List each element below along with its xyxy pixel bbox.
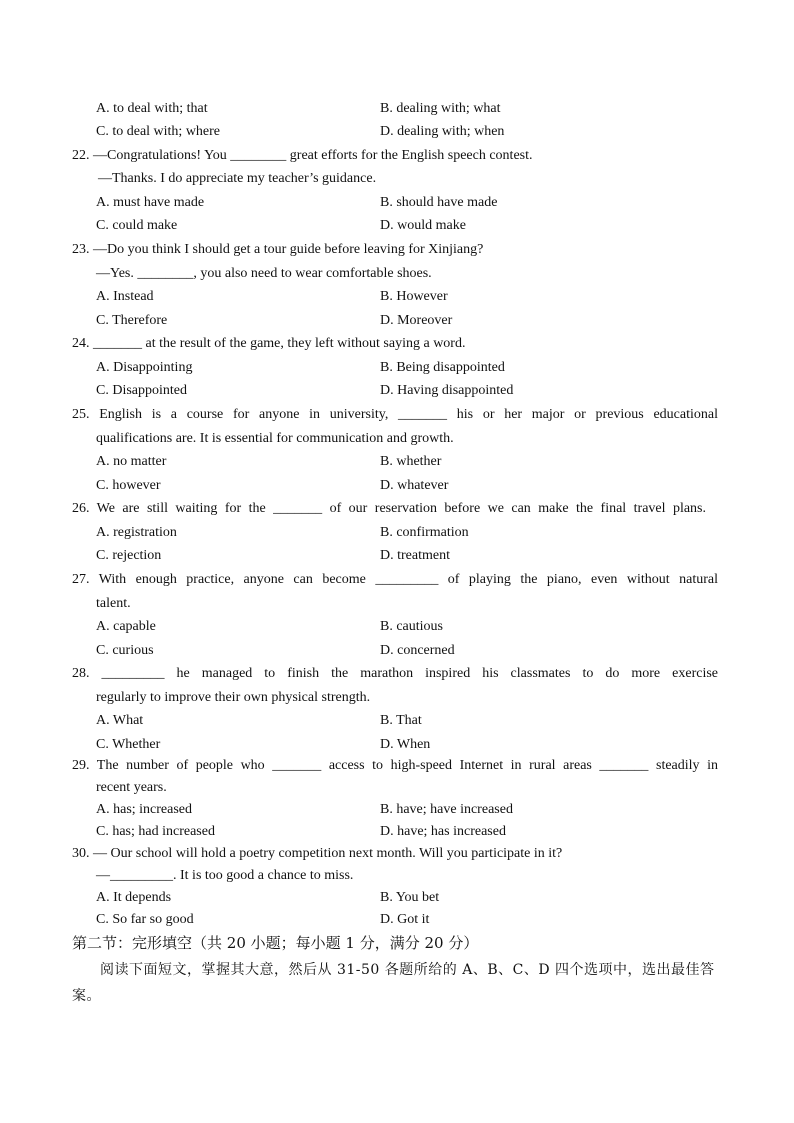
q30-option-b: B. You bet [380, 890, 440, 905]
q24-option-c: C. Disappointed [96, 383, 187, 398]
q22-option-a: A. must have made [96, 195, 205, 210]
q30-option-c: C. So far so good [96, 912, 194, 927]
q25-option-b: B. whether [380, 454, 442, 469]
q28-option-c: C. Whether [96, 737, 161, 752]
q28-option-a: A. What [96, 713, 144, 728]
q27-stem: 27. With enough practice, anyone can become _________ of playing the piano, even without natural [72, 572, 718, 587]
q30-option-d: D. Got it [380, 912, 430, 927]
q25-stem: 25. English is a course for anyone in university, _______ his or her major or previous educational [72, 407, 718, 422]
q24-option-d: D. Having disappointed [380, 383, 514, 398]
q29-option-a: A. has; increased [96, 802, 193, 817]
q23-stem: 23. —Do you think I should get a tour guide before leaving for Xinjiang? [72, 242, 484, 257]
q26-stem: 26. We are still waiting for the _______ of our reservation before we can make the final travel plans. [72, 501, 706, 516]
section-2-instruction: 阅读下面短文，掌握其大意，然后从 31-50 各题所给的 A、B、C、D 四个选项中，选出最佳答案。 [72, 962, 715, 1004]
q28-option-b: B. That [380, 713, 422, 728]
q30-stem: 30. — Our school will hold a poetry competition next month. Will you participate in it? [72, 846, 563, 861]
q27-option-a: A. capable [96, 619, 156, 634]
q26-option-b: B. confirmation [380, 525, 469, 540]
q29-option-c: C. has; had increased [96, 824, 215, 839]
q25-stem-cont: qualifications are. It is essential for communication and growth. [96, 431, 454, 446]
q27-option-b: B. cautious [380, 619, 443, 634]
q21-option-b: B. dealing with; what [380, 101, 501, 116]
q22-stem: 22. —Congratulations! You ________ great efforts for the English speech contest. [72, 148, 533, 163]
q27-option-c: C. curious [96, 643, 154, 658]
q29-stem-cont: recent years. [96, 780, 167, 795]
q22-option-d: D. would make [380, 218, 466, 233]
q24-stem: 24. _______ at the result of the game, they left without saying a word. [72, 336, 466, 351]
q28-stem: 28. _________ he managed to finish the marathon inspired his classmates to do more exercise [72, 666, 718, 681]
q23-option-d: D. Moreover [380, 313, 453, 328]
q25-option-a: A. no matter [96, 454, 167, 469]
q29-option-b: B. have; have increased [380, 802, 513, 817]
q23-option-a: A. Instead [96, 289, 154, 304]
q27-stem-cont: talent. [96, 596, 131, 611]
q23-option-c: C. Therefore [96, 313, 168, 328]
q27-option-d: D. concerned [380, 643, 455, 658]
q26-option-d: D. treatment [380, 548, 450, 563]
q29-stem: 29. The number of people who _______ access to high-speed Internet in rural areas _______ steadily in [72, 758, 718, 773]
q21-option-a: A. to deal with; that [96, 101, 208, 116]
q28-option-d: D. When [380, 737, 431, 752]
q26-option-a: A. registration [96, 525, 177, 540]
q28-stem-cont: regularly to improve their own physical strength. [96, 690, 371, 705]
q24-option-a: A. Disappointing [96, 360, 193, 375]
q30-option-a: A. It depends [96, 890, 172, 905]
q30-stem-reply: —_________. It is too good a chance to miss. [96, 868, 354, 883]
q23-option-b: B. However [380, 289, 448, 304]
q21-option-c: C. to deal with; where [96, 124, 221, 139]
q29-option-d: D. have; has increased [380, 824, 506, 839]
q22-option-b: B. should have made [380, 195, 498, 210]
q23-stem-reply: —Yes. ________, you also need to wear comfortable shoes. [96, 266, 432, 281]
q22-stem-reply: —Thanks. I do appreciate my teacher’s guidance. [98, 171, 377, 186]
section-2-title: 第二节：完形填空（共 20 小题；每小题 1 分，满分 20 分） [72, 934, 479, 952]
q25-option-c: C. however [96, 478, 161, 493]
q22-option-c: C. could make [96, 218, 178, 233]
q25-option-d: D. whatever [380, 478, 449, 493]
q26-option-c: C. rejection [96, 548, 162, 563]
q21-option-d: D. dealing with; when [380, 124, 505, 139]
q24-option-b: B. Being disappointed [380, 360, 505, 375]
